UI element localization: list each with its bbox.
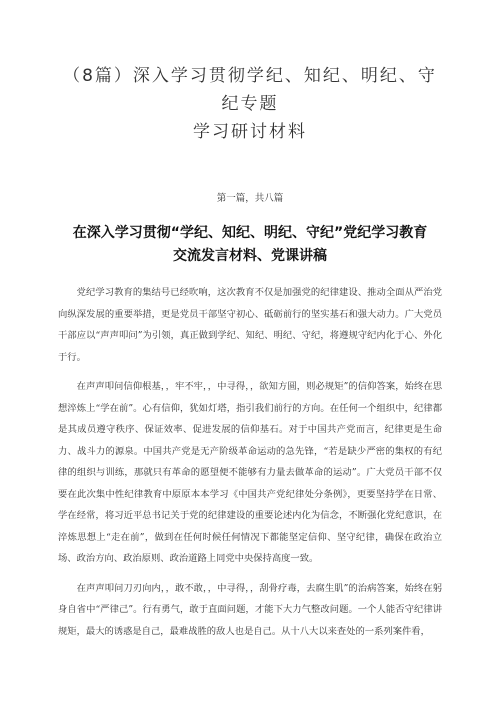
document-title-line-2: 学习研讨材料: [193, 122, 307, 142]
speech-title-line-1: 在深入学习贯彻“学纪、知纪、明纪、守纪”党纪学习教育: [72, 225, 428, 241]
body-paragraph: 在声声叩问信仰根基，，牢不牢，，中寻得，，欲知方圆，则必规矩”的信仰答案，始终在思想淬炼上“学在前”。心有信仰，犹如灯塔，指引我们前行的方向。在任何一个组织中，纪律都是其成员遵守秩序、保证效率、促进发展的信仰基石。对于中国共产党而言，纪律更是生命力、战斗力的源泉。中国共产党是无产阶级革命运动的急先锋，“若是缺少严密的集权的有纪律的组织与训练，那就只有革命的愿望便不能够有力量去做革命的运动”。广大党员干部不仅要在此次集中性纪律教育中原原本本学习《中国共产党纪律处分条例》，更要坚持学在日常、学在经常，将习近平总书记关于党的纪律建设的重要论述内化为信念，不断强化党纪意识，在淬炼思想上“走在前”，做到在任何时候任何情况下都能坚定信仰、坚守纪律，确保在政治立场、政治方向、政治原则、政治道路上同党中央保持高度一致。: [58, 381, 442, 564]
document-title-line-1: （8篇）深入学习贯彻学纪、知纪、明纪、守纪专题: [63, 66, 437, 114]
speech-title-line-2: 交流发言材料、党课讲稿: [173, 248, 327, 264]
document-body: [58, 282, 442, 642]
document-title: [58, 0, 442, 146]
body-paragraph: 在声声叩问刀刃向内，，敢不敢，，中寻得，，刮骨疗毒，去腐生肌”的治病答案，始终在躬身自省中“严律己”。行有勇气，敢于直面问题，才能下大力气整改问题。一个人能否守纪律讲规矩，最大的诱惑是自己，最难战胜的敌人也是自己。从十八大以来查处的一系列案件看，: [58, 582, 442, 637]
section-subhead: 第一篇，共八篇: [216, 193, 284, 204]
speech-title: [58, 222, 442, 268]
body-paragraph: 党纪学习教育的集结号已经吹响，这次教育不仅是加强党的纪律建设、推动全面从严治党向纵深发展的重要举措，更是党员干部坚守初心、砥砺前行的坚实基石和强大动力。广大党员干部应以“声声叩问”为引领，真正做到学纪、知纪、明纪、守纪，将遵规守纪内化于心、外化于行。: [58, 287, 442, 363]
